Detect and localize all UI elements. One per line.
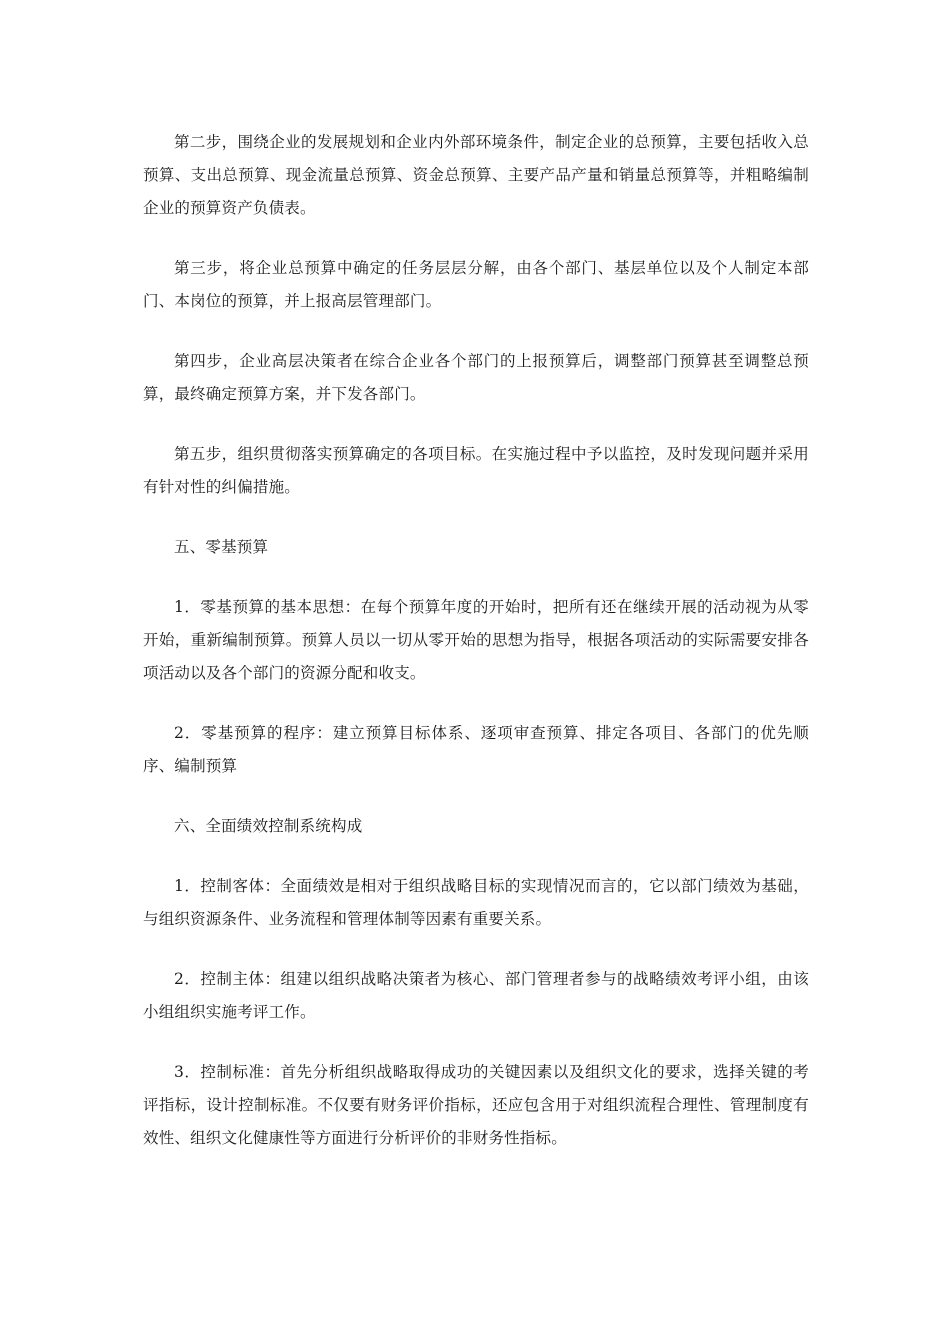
section5-item-1: 1．零基预算的基本思想：在每个预算年度的开始时，把所有还在继续开展的活动视为从零开始，重新编制预算。预算人员以一切从零开始的思想为指导，根据各项活动的实际需要安排各项活动以及各个部门的资源分配和收支。 xyxy=(143,598,809,682)
document-body xyxy=(143,126,809,1182)
paragraph-step-4: 第四步，企业高层决策者在综合企业各个部门的上报预算后，调整部门预算甚至调整总预算，最终确定预算方案，并下发各部门。 xyxy=(143,352,809,403)
paragraph-step-2: 第二步，围绕企业的发展规划和企业内外部环境条件，制定企业的总预算，主要包括收入总预算、支出总预算、现金流量总预算、资金总预算、主要产品产量和销量总预算等，并粗略编制企业的预算资产负债表。 xyxy=(143,133,809,217)
section6-item-2: 2．控制主体：组建以组织战略决策者为核心、部门管理者参与的战略绩效考评小组，由该小组组织实施考评工作。 xyxy=(143,970,809,1021)
paragraph-step-3: 第三步，将企业总预算中确定的任务层层分解，由各个部门、基层单位以及个人制定本部门、本岗位的预算，并上报高层管理部门。 xyxy=(143,259,809,310)
paragraph-step-5: 第五步，组织贯彻落实预算确定的各项目标。在实施过程中予以监控，及时发现问题并采用有针对性的纠偏措施。 xyxy=(143,445,809,496)
section6-item-1: 1．控制客体：全面绩效是相对于组织战略目标的实现情况而言的，它以部门绩效为基础，与组织资源条件、业务流程和管理体制等因素有重要关系。 xyxy=(143,877,809,928)
section5-item-2: 2．零基预算的程序：建立预算目标体系、逐项审查预算、排定各项目、各部门的优先顺序、编制预算 xyxy=(143,724,809,775)
section6-item-3: 3．控制标准：首先分析组织战略取得成功的关键因素以及组织文化的要求，选择关键的考评指标，设计控制标准。不仅要有财务评价指标，还应包含用于对组织流程合理性、管理制度有效性、组织文化健康性等方面进行分析评价的非财务性指标。 xyxy=(143,1063,809,1147)
section-heading-zero-based-budget: 五、零基预算 xyxy=(174,538,269,556)
section-heading-performance-control: 六、全面绩效控制系统构成 xyxy=(174,817,363,835)
